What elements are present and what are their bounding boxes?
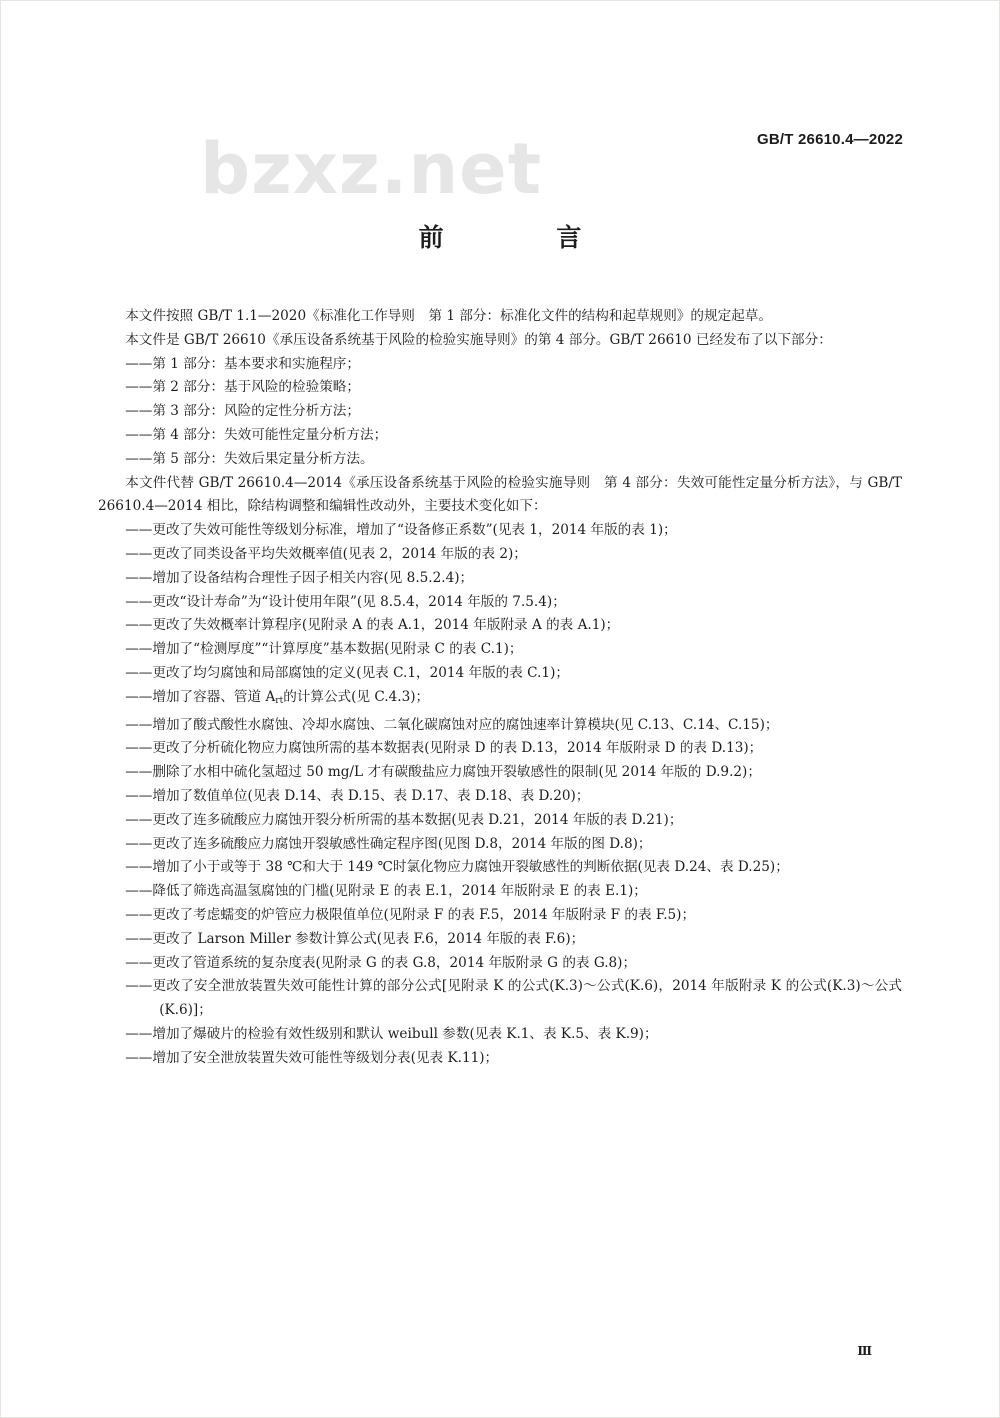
list-item: ——更改了安全泄放装置失效可能性计算的部分公式[见附录 K 的公式(K.3)～公式(K.6)，2014 年版附录 K 的公式(K.3)～公式(K.6)]； bbox=[125, 978, 902, 1019]
foreword-content bbox=[98, 305, 902, 1071]
watermark: bzxz.net bbox=[200, 128, 543, 210]
list-item: ——第 4 部分：失效可能性定量分析方法； bbox=[125, 426, 388, 443]
list-item: ——第 2 部分：基于风险的检验策略； bbox=[125, 379, 360, 396]
page-number: Ⅲ bbox=[857, 1344, 872, 1358]
list-item: ——增加了酸式酸性水腐蚀、冷却水腐蚀、二氧化碳腐蚀对应的腐蚀速率计算模块(见 C.13、C.14、C.15)； bbox=[125, 716, 779, 733]
list-item: ——更改了失效可能性等级划分标准，增加了“设备修正系数”(见表 1，2014 年版的表 1)； bbox=[125, 522, 677, 539]
list-item: ——第 3 部分：风险的定性分析方法； bbox=[125, 403, 360, 420]
list-item: ——增加了设备结构合理性子因子相关内容(见 8.5.2.4)； bbox=[125, 569, 474, 586]
paragraph-replacement: 本文件代替 GB/T 26610.4—2014《承压设备系统基于风险的检验实施导则 第 4 部分：失效可能性定量分析方法》，与 GB/T 26610.4—2014 相比，除结构调整和编辑性改动外，主要技术变化如下： bbox=[98, 474, 902, 515]
list-item: ——更改“设计寿命”为“设计使用年限”(见 8.5.4，2014 年版的 7.5.4)； bbox=[125, 593, 566, 610]
list-item: ——降低了筛选高温氢腐蚀的门槛(见附录 E 的表 E.1，2014 年版附录 E 的表 E.1)； bbox=[125, 883, 647, 900]
list-item: ——第 5 部分：失效后果定量分析方法。 bbox=[125, 450, 374, 467]
list-item bbox=[98, 686, 902, 714]
subscript-rt: rt bbox=[275, 695, 284, 706]
list-item: ——第 1 部分：基本要求和实施程序； bbox=[125, 355, 360, 372]
list-item: ——增加了数值单位(见表 D.14、表 D.15、表 D.17、表 D.18、表 D.20)； bbox=[125, 787, 590, 804]
list-item: ——增加了“检测厚度”“计算厚度”基本数据(见附录 C 的表 C.1)； bbox=[125, 641, 523, 658]
changes-list bbox=[98, 519, 902, 1070]
list-item: ——更改了 Larson Miller 参数计算公式(见表 F.6，2014 年版的表 F.6)； bbox=[125, 930, 585, 947]
list-item: ——增加了小于或等于 38 ℃和大于 149 ℃时氯化物应力腐蚀开裂敏感性的判断依据(见表 D.24、表 D.25)； bbox=[125, 859, 789, 876]
list-item: ——更改了连多硫酸应力腐蚀开裂敏感性确定程序图(见图 D.8，2014 年版的图 D.8)； bbox=[125, 835, 652, 852]
list-item: ——更改了管道系统的复杂度表(见附录 G 的表 G.8，2014 年版附录 G 的表 G.8)； bbox=[125, 954, 637, 971]
list-item: ——更改了考虑蠕变的炉管应力极限值单位(见附录 F 的表 F.5，2014 年版附录 F 的表 F.5)； bbox=[125, 906, 696, 923]
list-item: ——更改了同类设备平均失效概率值(见表 2，2014 年版的表 2)； bbox=[125, 545, 527, 562]
list-item: ——更改了均匀腐蚀和局部腐蚀的定义(见表 C.1，2014 年版的表 C.1)； bbox=[125, 664, 569, 681]
paragraph-series-info: 本文件是 GB/T 26610《承压设备系统基于风险的检验实施导则》的第 4 部分。GB/T 26610 已经发布了以下部分： bbox=[125, 331, 832, 348]
paragraph-drafting-rules: 本文件按照 GB/T 1.1—2020《标准化工作导则 第 1 部分：标准化文件的结构和起草规则》的规定起草。 bbox=[125, 308, 772, 324]
list-item: ——更改了连多硫酸应力腐蚀开裂分析所需的基本数据(见表 D.21，2014 年版的表 D.21)； bbox=[125, 811, 683, 828]
list-item: ——增加了安全泄放装置失效可能性等级划分表(见表 K.11)； bbox=[125, 1049, 499, 1066]
list-item-text: ——增加了容器、管道 A bbox=[125, 688, 276, 705]
list-item: ——更改了分析硫化物应力腐蚀所需的基本数据表(见附录 D 的表 D.13，2014 年版附录 D 的表 D.13)； bbox=[125, 740, 763, 757]
page-title: 前 言 bbox=[418, 223, 634, 252]
list-item: ——更改了失效概率计算程序(见附录 A 的表 A.1，2014 年版附录 A 的表 A.1)； bbox=[125, 617, 620, 634]
list-item-text: 的计算公式(见 C.4.3)； bbox=[283, 688, 430, 705]
standard-number: GB/T 26610.4—2022 bbox=[757, 131, 903, 148]
list-item: ——增加了爆破片的检验有效性级别和默认 weibull 参数(见表 K.1、表 K.5、表 K.9)； bbox=[125, 1025, 658, 1042]
list-item: ——删除了水相中硫化氢超过 50 mg/L 才有碳酸盐应力腐蚀开裂敏感性的限制(见 2014 年版的 D.9.2)； bbox=[125, 764, 761, 781]
parts-list bbox=[98, 353, 902, 472]
